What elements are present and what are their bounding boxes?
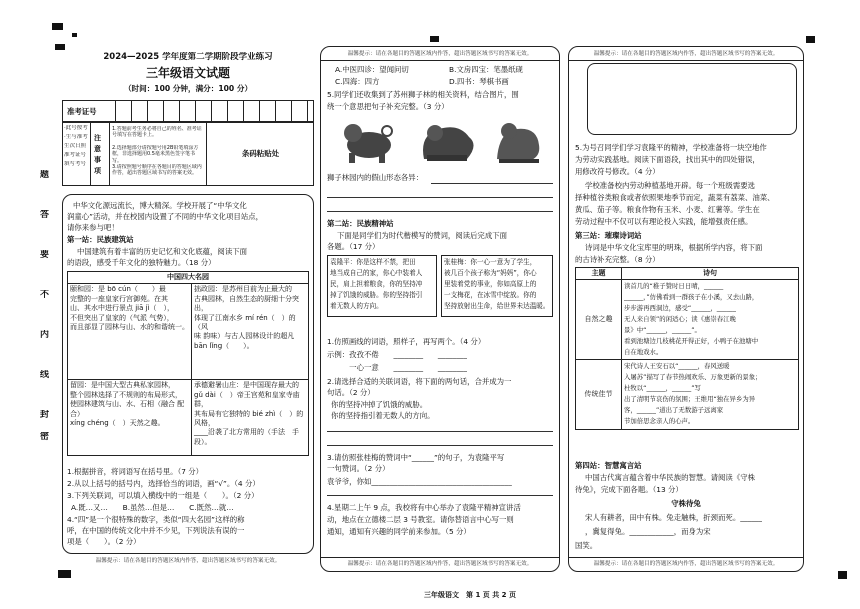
- poem-line: 自在地戏水。: [624, 348, 663, 357]
- question-line: 你的坚持指引着无数人的方向。: [331, 411, 435, 420]
- praise-box: [441, 255, 553, 317]
- passage-line: 择种植谷类粮食或者依照果地季节而定，蔬菜有荔菜、油菜、: [575, 193, 775, 202]
- answer-line[interactable]: [327, 495, 553, 496]
- exam-subject: 三年级语文试题: [145, 66, 230, 80]
- praise-line: 一支梅花，在冰雪中绽放。你的: [444, 291, 537, 299]
- question-line: 为劳动实践基地。阅读下面语段，找出其中的四处错误，: [575, 155, 760, 164]
- praise-line: 被几百个孩子称为“妈妈”，你心: [444, 269, 537, 277]
- station-text: 各题。（17 分）: [327, 242, 380, 251]
- notice-side-line: ·生与准考: [64, 134, 88, 140]
- cell-line: 承德避暑山庄：是中国现存最大的: [194, 381, 299, 390]
- barcode-area: 条码粘贴处: [242, 149, 279, 158]
- poem-line: 读首几的“稚子赞时日日晴，______: [624, 282, 724, 291]
- notice-side-line: 生次日照: [64, 143, 87, 149]
- question-line: 4.星期二上午 9 点，我校将有中心举办了袁隆平精神宣讲活: [327, 503, 521, 512]
- question-line: 绕一个意思把句子补充完整。（3 分）: [327, 102, 449, 111]
- station-text: 的语段，感受千年文化的独特魅力。（18 分）: [67, 258, 216, 267]
- theme-cell: 传统佳节: [576, 360, 622, 430]
- right-answer-area: [568, 46, 804, 572]
- question-line: 示例：孜孜不倦 ________ ________: [327, 350, 468, 359]
- lion-stone-icon: [344, 124, 392, 163]
- answer-line[interactable]: [431, 183, 553, 184]
- option: B.文房四宝：笔墨纸砚: [449, 65, 523, 74]
- exam-number-label: 准考证号: [67, 107, 97, 116]
- poem-cell: [622, 280, 799, 360]
- left-column: [62, 48, 314, 572]
- question-line: 用修改符号修改。（4 分）: [575, 167, 660, 176]
- table-header: 诗句: [622, 268, 799, 280]
- question-line: A.既…又… B.虽然…但是… C.既然…就…: [71, 503, 234, 512]
- notice-side-line: 填写考号: [64, 161, 87, 167]
- garden-cell: [68, 284, 192, 380]
- praise-line: 地当成自己的家，你心中装着人: [330, 269, 423, 277]
- cell-line: ____沿袭了北方常用的（手法 手段）。: [194, 428, 299, 446]
- question-line: 1.根据拼音，将词语写在括号里。（7 分）: [67, 467, 204, 476]
- praise-line: 坚持放射出生命，给世界未达温暖。: [444, 302, 550, 310]
- question-line: 袁爷爷，你如______________________________________: [327, 477, 512, 486]
- station-text: 下面是同学们为时代楷模写的赞词，阅读后完成下面: [337, 231, 507, 240]
- garden-cell: [192, 284, 309, 380]
- side-char: 密: [40, 432, 50, 442]
- cell-line: bān lǐng（ ）。: [194, 341, 254, 350]
- cell-line: 山、其水中进行景点 jiā jì（ ），: [70, 304, 175, 313]
- side-char: 题: [40, 170, 50, 180]
- garden-cell: [68, 380, 192, 456]
- notice-line: 2.选择题部分请按题号用2B铅笔填涂方框，非选择题用0.5毫米黑色签字笔书写。: [112, 145, 199, 164]
- notice-line: 1.答题前考生务必将自己的姓名、准考证号填写在答题卡上。: [112, 126, 202, 139]
- side-char: 不: [40, 290, 50, 300]
- side-char: 封: [40, 410, 50, 420]
- table-title: 中国四大名园: [68, 272, 309, 284]
- lion-illustrations: [339, 115, 549, 165]
- praise-line: 张桂梅：你一心一意为了学生，: [444, 258, 537, 266]
- question-line: 你的坚持冲掉了饥饿的威胁。: [331, 400, 428, 409]
- cell-line: 其布局有它独特的 bié zhì（ ）的风格，: [194, 409, 304, 428]
- cell-line: 体现了江南水乡 mí rén（ ）的（风: [194, 313, 296, 332]
- lion-stone-icon: [423, 125, 474, 161]
- passage-line: 学校准备校内劳动种植基地开辟。每一个班级需要选: [585, 181, 755, 190]
- question-line: 通知，通知有兴趣的同学前来参加。（5 分）: [327, 527, 471, 536]
- cell-line: 古典园林，自然生态的厨细十分突出，: [194, 294, 299, 313]
- cell-line: 完整的一座皇家行宫御苑。在其: [70, 294, 168, 303]
- question-line: 一心一意 ________ ________: [327, 363, 468, 372]
- option: C.四海：四方: [335, 77, 380, 86]
- lion-prompt: 狮子林园内的假山形态各异：: [327, 173, 424, 182]
- station-text: 的古诗补充完整。（8 分）: [575, 255, 660, 264]
- poem-line: 步步游再西洞边，感受“______，______: [624, 304, 736, 313]
- answer-box[interactable]: [587, 63, 797, 135]
- question-line: 项是（ ）。（2 分）: [67, 537, 141, 546]
- middle-answer-area: [320, 46, 560, 572]
- poem-line: 节加倍思念亲人的心声。: [624, 417, 695, 426]
- story-line: 国笑。: [575, 541, 598, 550]
- praise-line: 袁隆平：你是这样不禁，把田: [330, 258, 416, 266]
- registration-mark: [72, 33, 77, 37]
- question-line: 4.“四”是一个很特殊的数字，类似“四大名园”这样的称: [67, 515, 245, 524]
- cell-line: 颐和园：是 bō cún（ ）最: [70, 285, 166, 294]
- answer-line[interactable]: [327, 445, 553, 446]
- cell-line: gǔ dài（ ）帝王宫苑和皇家寺庙群，: [194, 390, 300, 409]
- registration-mark: [838, 571, 847, 579]
- header-warning: 温馨提示：请在各题目的答题区域内作答，超出答题区域书写的答案无效。: [321, 49, 559, 61]
- station-title: 第四站：智慧寓言站: [575, 461, 642, 470]
- option: A.中医四诊：望闻问切: [335, 65, 409, 74]
- question-line: 句话。（2 分）: [327, 388, 375, 397]
- praise-line: 着无数人的方向。: [330, 302, 383, 310]
- footer-warning: 温馨提示：请在各题目的答题区域内作答，超出答题区域书写的答案无效。: [95, 558, 281, 564]
- registration-mark: [806, 36, 815, 43]
- answer-line[interactable]: [327, 431, 553, 432]
- garden-cell: [192, 380, 309, 456]
- poem-line: 无人来自领”的闲适心；读《惠崇春江晚: [624, 315, 736, 324]
- lion-stone-icon: [497, 123, 539, 163]
- poetry-table: [575, 267, 799, 430]
- exam-number-grid: [62, 100, 314, 122]
- poem-line: ______，”仿佛看到一群孩子在小溪，又去山路，: [624, 293, 759, 302]
- question-line: 动，地点在立德楼二层 3 号教室。请你替语言中心写一则: [327, 515, 514, 524]
- cell-line: xíng chéng（ ）天然之趣。: [70, 419, 165, 428]
- registration-mark: [430, 36, 439, 42]
- praise-line: 里装着党的事业，你如高原上的: [444, 280, 537, 288]
- page-footer: 三年级语文 第 1 页 共 2 页: [424, 591, 516, 599]
- story-line: ，冀复得兔。____________，而身为宋: [585, 527, 711, 536]
- question-line: 3.请仿照张桂梅的赞词中“______”的句子，为袁隆平写: [327, 453, 505, 462]
- table-header: 主题: [576, 268, 622, 280]
- station-text: 中国建筑有着丰富的历史记忆和文化底蕴，阅读下面: [77, 247, 247, 256]
- notice-side-line: ·此号按考: [64, 125, 88, 131]
- intro-line: 中华文化源远流长，博大精深。学校开展了“中华文化: [73, 201, 247, 210]
- side-char: 线: [40, 370, 50, 380]
- station-text: 中国古代寓言蕴含着中华民族的智慧。请阅读《守株: [585, 473, 755, 482]
- poem-line: 宋代诗人王安石以“______，春风送暖: [624, 362, 730, 371]
- notice-label: 注意事项: [94, 134, 101, 175]
- poem-line: 看到池塘边几枝桃花开得正好，小鸭子在池塘中: [624, 337, 759, 346]
- station-text: 待兔》，完成下面各题。（13 分）: [575, 485, 683, 494]
- cell-line: 而且部显了园林与山、水的和谐统一。: [70, 323, 189, 332]
- question-line: 5.为号召同学们学习袁隆平的精神，学校准备将一块空地作: [575, 143, 767, 152]
- side-char: 答: [40, 210, 50, 220]
- cell-line: 使园林建筑与山、水、石相（融合 配合）: [70, 400, 185, 418]
- answer-line[interactable]: [327, 197, 553, 198]
- question-line: 1.仿照画线的词语，照样子，再写两个。（4 分）: [327, 337, 486, 346]
- notice-line: 3.请按照题号顺序在各题目的答题区域内作答，超出答题区域书写的答案无效。: [112, 164, 202, 177]
- passage-line: 黄瓜、茄子等。粮食作物有玉米、小麦、红薯等。学生在: [575, 205, 760, 214]
- exam-number-cells[interactable]: [115, 101, 313, 121]
- question-line: 呼，在中国的传统文化中并不少见，下列说法有误的一: [67, 526, 245, 535]
- notice-side-line: 准考证号: [64, 152, 87, 158]
- passage-line: 劳动过程中不仅可以有理论投入实践，能增强责任感。: [575, 217, 753, 226]
- cell-line: 不但突出了皇家的（气派 气势），: [70, 313, 174, 322]
- header-warning: 温馨提示：请在各题目的答题区域内作答，超出答题区域书写的答案无效。: [569, 49, 803, 61]
- cell-line: 拙政园：是苏州目前为止最大的: [194, 285, 292, 294]
- side-char: 内: [40, 330, 50, 340]
- theme-cell: 自然之趣: [576, 280, 622, 360]
- poem-line: 杜牧以“______，______”写: [624, 384, 701, 393]
- cell-line: 整个园林选择了不规则的布局形式，: [70, 390, 182, 399]
- station-title: 第一站：民族建筑站: [67, 235, 134, 244]
- intro-line: 请你来参与吧！: [67, 223, 119, 232]
- poem-line: 出了清明节哀伤的氛围；王维用“独在异乡为异: [624, 395, 756, 404]
- praise-line: 掉了饥饿的威胁。你的坚持指引: [330, 291, 423, 299]
- story-title: 守株待兔: [671, 499, 701, 508]
- story-line: 宋人有耕者，田中有株。兔走触株，折颈而死。______: [585, 513, 763, 522]
- footer-warning: 温馨提示：请在各题目的答题区域内作答，超出答题区域书写的答案无效。: [321, 557, 559, 569]
- exam-meta: （时间：100 分钟，满分：100 分）: [123, 84, 253, 93]
- question-line: 5.同学们还收集到了苏州狮子林的相关资料，结合图片，围: [327, 90, 519, 99]
- cell-line: 留园：是中国大型古典私家园林，: [70, 381, 175, 390]
- station-title: 第二站：民族精神站: [327, 219, 394, 228]
- praise-line: 民，肩上担着粮食，你的坚持冲: [330, 280, 423, 288]
- praise-box: [327, 255, 437, 317]
- poem-cell: [622, 360, 799, 430]
- intro-line: 润童心”活动，并在校园内设置了不同的中华文化项目站点，: [67, 212, 263, 221]
- question-line: 一句赞词。（2 分）: [327, 464, 390, 473]
- left-answer-area: [62, 194, 314, 554]
- notice-box: [62, 122, 314, 186]
- station-title: 第三站：璀璨诗词站: [575, 231, 642, 240]
- poem-line: 景》中“______，______”。: [624, 326, 701, 335]
- option: D.四书：琴棋书画: [449, 77, 509, 86]
- side-char: 要: [40, 250, 50, 260]
- question-line: 2.从以上括号的括号内，选择恰当的词语，画“√”。（4 分）: [67, 479, 260, 488]
- footer-warning: 温馨提示：请在各题目的答题区域内作答，超出答题区域书写的答案无效。: [569, 557, 803, 569]
- question-line: 3.下列关联词，可以填入横线中的一组是（ ）。（2 分）: [67, 491, 259, 500]
- registration-mark: [52, 23, 63, 30]
- poem-line: 客，______”道出了无数游子远离家: [624, 406, 724, 415]
- answer-line[interactable]: [327, 211, 553, 212]
- side-binding-text: [38, 170, 52, 440]
- station-text: 诗词是中华文化宝库里的明珠，根据所学内容，将下面: [585, 243, 763, 252]
- gardens-table: [67, 271, 309, 456]
- cell-line: 味 韵味）与古人园林设计的超凡: [194, 332, 295, 341]
- exam-header: 2024—2025 学年度第二学期阶段学业练习: [103, 52, 273, 62]
- poem-line: 入屠苏”描写了春节热闹欢乐、万象更新的景象；: [624, 373, 762, 382]
- question-line: 2.请选择合适的关联词语，将下面的两句话，合并成为一: [327, 377, 512, 386]
